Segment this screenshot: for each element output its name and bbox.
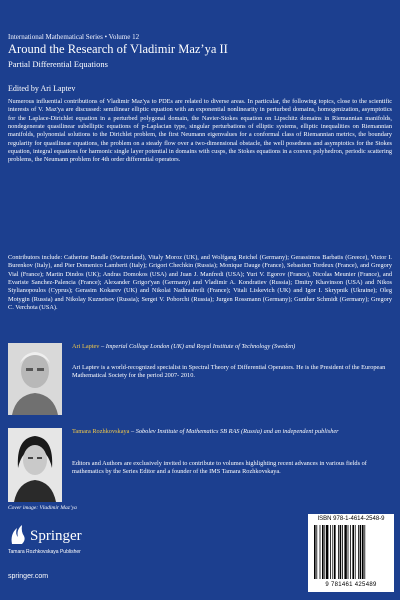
book-description: Numerous influential contributions of Vladimir Maz'ya to PDEs are related to diverse areas. In particular, the following topics, close to the scientific interests of V. Maz'ya are discussed: semilinear elliptic equation with an exponential nonlinearity in perturbed domains, homogenization, asymptotics for the Laplace-Dirichlet equation in a perturbed polygonal domain, the Navier-Stokes equation on Lipschitz domains in Riemannian manifolds, nondegenerate quasilinear subelliptic equations of p-Laplacian type, singular perturbations of elliptic systems, elliptic inequalities on Riemannian manifolds, polynomial solutions to the Dirichlet problem, the first Neumann eigenvalues for a conformal class of Riemannian metrics, the boundary regularity for quasilinear equations, the problem on a steady flow over a two-dimensional obstacle, the well posedness and asymptotics for the Stokes equation, integral equations for harmonic single layer potential in domains with cusps, the Stokes equations in a convex polyhedron, periodic scattering problems, the Neumann problem for 4th order differential operators. (8, 98, 392, 164)
book-subtitle: Partial Differential Equations (8, 59, 108, 69)
cover-image-credit: Cover image: Vladimir Maz’ya (8, 505, 77, 511)
ean-number: 9 781461 425489 (325, 582, 377, 588)
series-editor-photo (8, 428, 62, 502)
editor-affiliation: – Imperial College London (UK) and Royal Institute of Technology (Sweden) (99, 343, 296, 350)
barcode-block (308, 514, 394, 592)
co-publisher-line: Tamara Rozhkovskaya Publisher (8, 549, 81, 555)
series-editor-bio-header (72, 428, 392, 436)
barcode-bar (362, 525, 364, 579)
barcode-bar (314, 525, 316, 579)
barcode-bar (344, 525, 346, 579)
barcode-bar (332, 525, 333, 579)
editor-bio-header (72, 343, 392, 351)
book-title: Around the Research of Vladimir Maz’ya II (8, 42, 228, 56)
barcode-bar (342, 525, 343, 579)
barcode-bar (316, 525, 317, 579)
springer-horse-icon (12, 525, 25, 544)
barcode-bar (358, 525, 359, 579)
springer-wordmark: Springer (30, 528, 82, 544)
barcode-bar (330, 525, 331, 579)
barcode-bar (322, 525, 324, 579)
barcode-bar (348, 525, 349, 579)
editor-bio-text: Ari Laptev is a world-recognized specialist in Spectral Theory of Differential Operators. He is the President of the European Mathematical Society for the period 2007- 2010. (72, 364, 386, 380)
editor-name: Ari Laptev (72, 343, 100, 350)
series-editor-bio-text: Editors and Authors are exclusively invited to contribute to volumes highlighting recent advances in various fields of mathematics by the Series Editor and a founder of the IMS Tamara Rozhkovskaya. (72, 460, 367, 476)
editor-line: Edited by Ari Laptev (8, 84, 76, 93)
contributors-list: Contributors include: Catherine Bandle (Switzerland), Vitaly Moroz (UK), and Wolfgang Reichel (Germany); Gerassimos Barbatis (Greece), Victor I. Burenkov (Italy), and Pier Domenico Lamberti (Italy); Grigori Chechkin (Russia); Monique Dauge (France), Sebastien Tordeux (France), and Gregory Vial (France); Martin Dindos (UK); Andras Domokos (USA) and Juan J. Manfredi (USA); Yuri V. Egorov (France), Nicolas Meunier (France), and Evariste Sanchez-Palencia (France); Alexander Grigor'yan (Germany) and Vladimir A. Kondratiev (Russia); Dmitry Khavinson (USA) and Nikos Stylianopoulos (Cyprus); Gerasim Kokarev (UK) and Nikolai Nadirashvili (France); Vitali Liskevich (UK) and Igor I. Skrypnik (Ukraine); Oleg Motygin (Russia) and Nikolay Kuznetsov (Russia); Sergei V. Poborchi (Russia); Jurgen Rossmann (Germany); Gunther Schmidt (Germany); Gregory C. Verchota (USA). (8, 254, 392, 312)
barcode-bar (352, 525, 354, 579)
series-editor-affiliation: – Sobolev Institute of Mathematics SB RAS (Russia) and an independent publisher (129, 428, 339, 435)
barcode-bars (314, 525, 388, 581)
barcode-bar (350, 525, 351, 579)
series-line: International Mathematical Series • Volume 12 (8, 33, 140, 41)
barcode-bar (324, 525, 325, 579)
barcode-bar (360, 525, 362, 579)
isbn-text: ISBN 978-1-4614-2548-9 (317, 516, 385, 522)
barcode-bar (326, 525, 328, 579)
series-editor-name: Tamara Rozhkovskaya (72, 428, 130, 435)
barcode-bar (364, 525, 365, 579)
barcode-bar (334, 525, 336, 579)
editor-photo (8, 343, 62, 415)
barcode-bar (355, 525, 356, 579)
publisher-url: springer.com (8, 573, 49, 580)
barcode-bar (320, 525, 321, 579)
barcode-bar (340, 525, 342, 579)
barcode-bar (338, 525, 339, 579)
